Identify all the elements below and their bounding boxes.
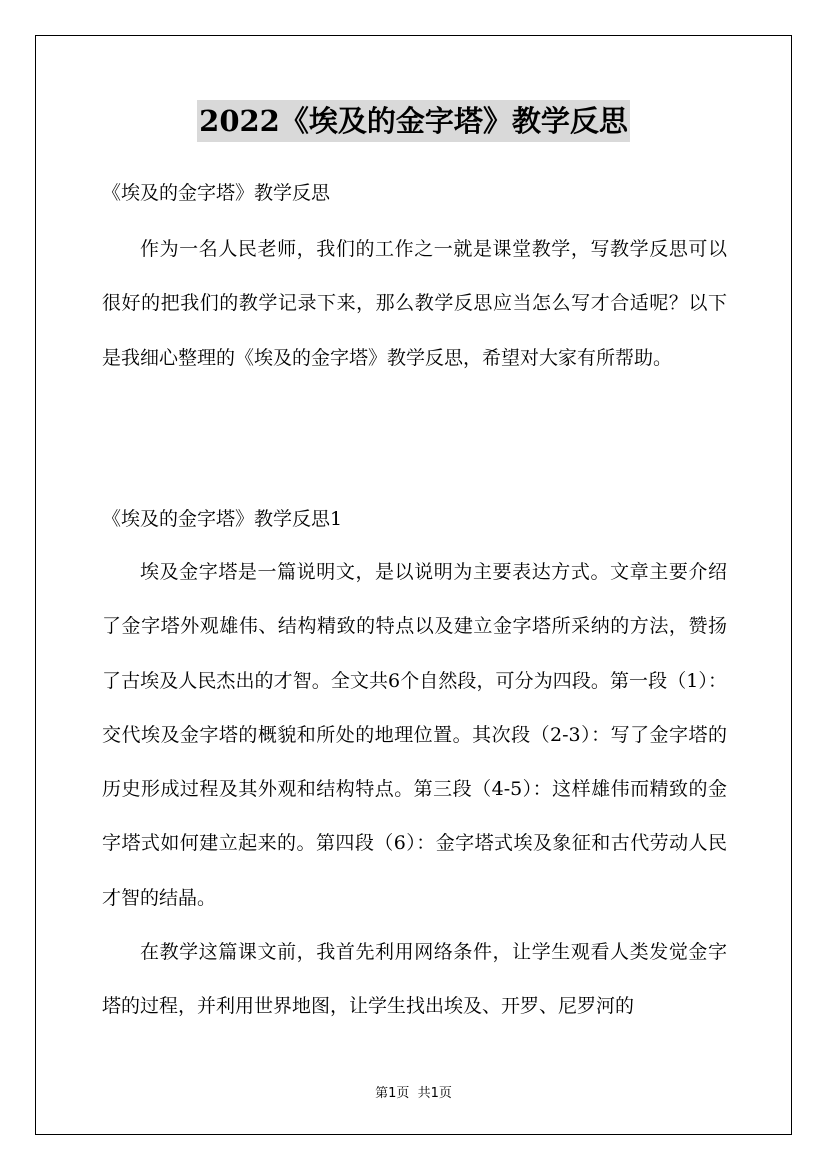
section1-heading: 《埃及的金字塔》教学反思1 <box>102 508 343 530</box>
intro-heading: 《埃及的金字塔》教学反思 <box>102 182 331 204</box>
intro-paragraph: 作为一名人民老师，我们的工作之一就是课堂教学，写教学反思可以很好的把我们的教学记录下来，那么教学反思应当怎么写才合适呢？以下是我细心整理的《埃及的金字塔》教学反思，希望对大家有所帮助。 <box>102 238 727 369</box>
document-title: 2022《埃及的金字塔》教学反思 <box>197 100 630 142</box>
page-number-footer: 第1页 共1页 <box>375 1086 452 1101</box>
section1-paragraph-1: 埃及金字塔是一篇说明文，是以说明为主要表达方式。文章主要介绍了金字塔外观雄伟、结构精致的特点以及建立金字塔所采纳的方法，赞扬了古埃及人民杰出的才智。全文共6个自然段，可分为四段。第一段（1）：交代埃及金字塔的概貌和所处的地理位置。其次段（2-3）：写了金字塔的历史形成过程及其外观和结构特点。第三段（4-5）：这样雄伟而精致的金字塔式如何建立起来的。第四段（6）：金字塔式埃及象征和古代劳动人民才智的结晶。 <box>102 561 727 909</box>
section1-paragraph-2: 在教学这篇课文前，我首先利用网络条件，让学生观看人类发觉金字塔的过程，并利用世界地图，让学生找出埃及、开罗、尼罗河的 <box>102 941 727 1018</box>
title-container <box>0 100 827 142</box>
